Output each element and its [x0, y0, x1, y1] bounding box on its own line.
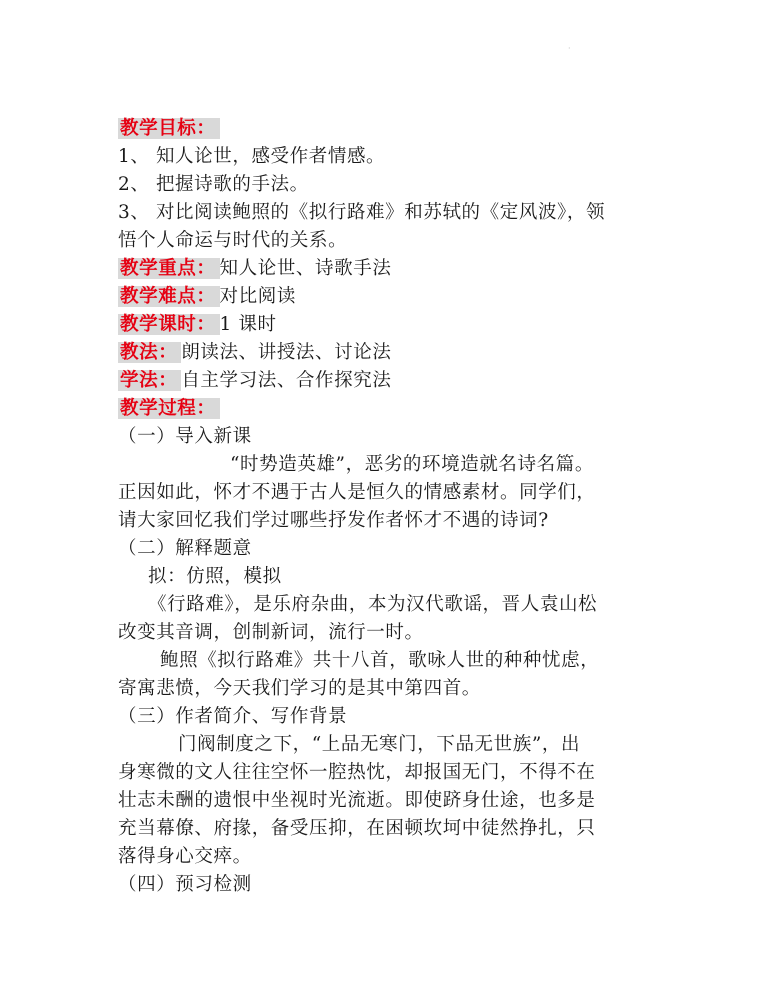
section-3-line-1: 门阀制度之下，“上品无寒门，下品无世族”，出 — [178, 734, 581, 755]
objectives-heading-line — [118, 115, 658, 143]
objective-item-1: 1、 知人论世，感受作者情感。 — [118, 146, 386, 167]
section-3-line-3: 壮志未酬的遗恨中坐视时光流逝。即使跻身仕途，也多是 — [118, 790, 596, 811]
teaching-method-line — [118, 339, 658, 367]
learning-method-label: 学法： — [118, 370, 181, 391]
section-1-para-1: “时势造英雄”，恶劣的环境造就名诗名篇。 — [230, 454, 594, 475]
section-3-line-5: 落得身心交瘁。 — [118, 846, 252, 867]
key-point-line — [118, 255, 658, 283]
objective-item-2: 2、 把握诗歌的手法。 — [118, 174, 309, 195]
section-3-title: （三）作者简介、写作背景 — [118, 706, 348, 727]
section-1-title: （一）导入新课 — [118, 426, 252, 447]
section-3-line-4: 充当幕僚、府掾，备受压抑，在困顿坎坷中徒然挣扎，只 — [118, 818, 596, 839]
learning-method-line — [118, 367, 658, 395]
section-2-para-3-line-2: 寄寓悲愤，今天我们学习的是其中第四首。 — [118, 678, 481, 699]
section-2-para-3-line-1: 鲍照《拟行路难》共十八首，歌咏人世的种种忧虑， — [160, 650, 600, 671]
section-2-para-2-line-2: 改变其音调，创制新词，流行一时。 — [118, 622, 424, 643]
objective-item-3-line-1: 3、 对比阅读鲍照的《拟行路难》和苏轼的《定风波》，领 — [118, 202, 606, 223]
corner-mark: · — [568, 44, 571, 53]
section-1-para-2: 正因如此，怀才不遇于古人是恒久的情感素材。同学们， — [118, 482, 596, 503]
section-4-title: （四）预习检测 — [118, 874, 252, 895]
section-2-title: （二）解释题意 — [118, 538, 252, 559]
section-3-line-2: 身寒微的文人往往空怀一腔热忱，却报国无门，不得不在 — [118, 762, 596, 783]
section-2-para-2-line-1: 《行路难》，是乐府杂曲，本为汉代歌谣，晋人袁山松 — [148, 594, 598, 615]
objectives-heading: 教学目标： — [118, 118, 220, 139]
difficulty-label: 教学难点： — [118, 286, 220, 307]
objective-item-3-line-2: 悟个人命运与时代的关系。 — [118, 230, 348, 251]
key-point-value: 知人论世、诗歌手法 — [219, 258, 392, 279]
class-hours-line — [118, 311, 658, 339]
teaching-method-label: 教法： — [118, 342, 181, 363]
process-heading: 教学过程： — [118, 398, 220, 419]
teaching-method-value: 朗读法、讲授法、讨论法 — [181, 342, 392, 363]
difficulty-value: 对比阅读 — [219, 286, 296, 307]
class-hours-label: 教学课时： — [118, 314, 220, 335]
section-1-para-3: 请大家回忆我们学过哪些抒发作者怀才不遇的诗词? — [118, 510, 549, 531]
section-2-para-1: 拟：仿照，模拟 — [148, 566, 282, 587]
process-heading-line — [118, 395, 658, 423]
difficulty-line — [118, 283, 658, 311]
learning-method-value: 自主学习法、合作探究法 — [181, 370, 392, 391]
key-point-label: 教学重点： — [118, 258, 220, 279]
class-hours-value: 1 课时 — [219, 314, 277, 335]
